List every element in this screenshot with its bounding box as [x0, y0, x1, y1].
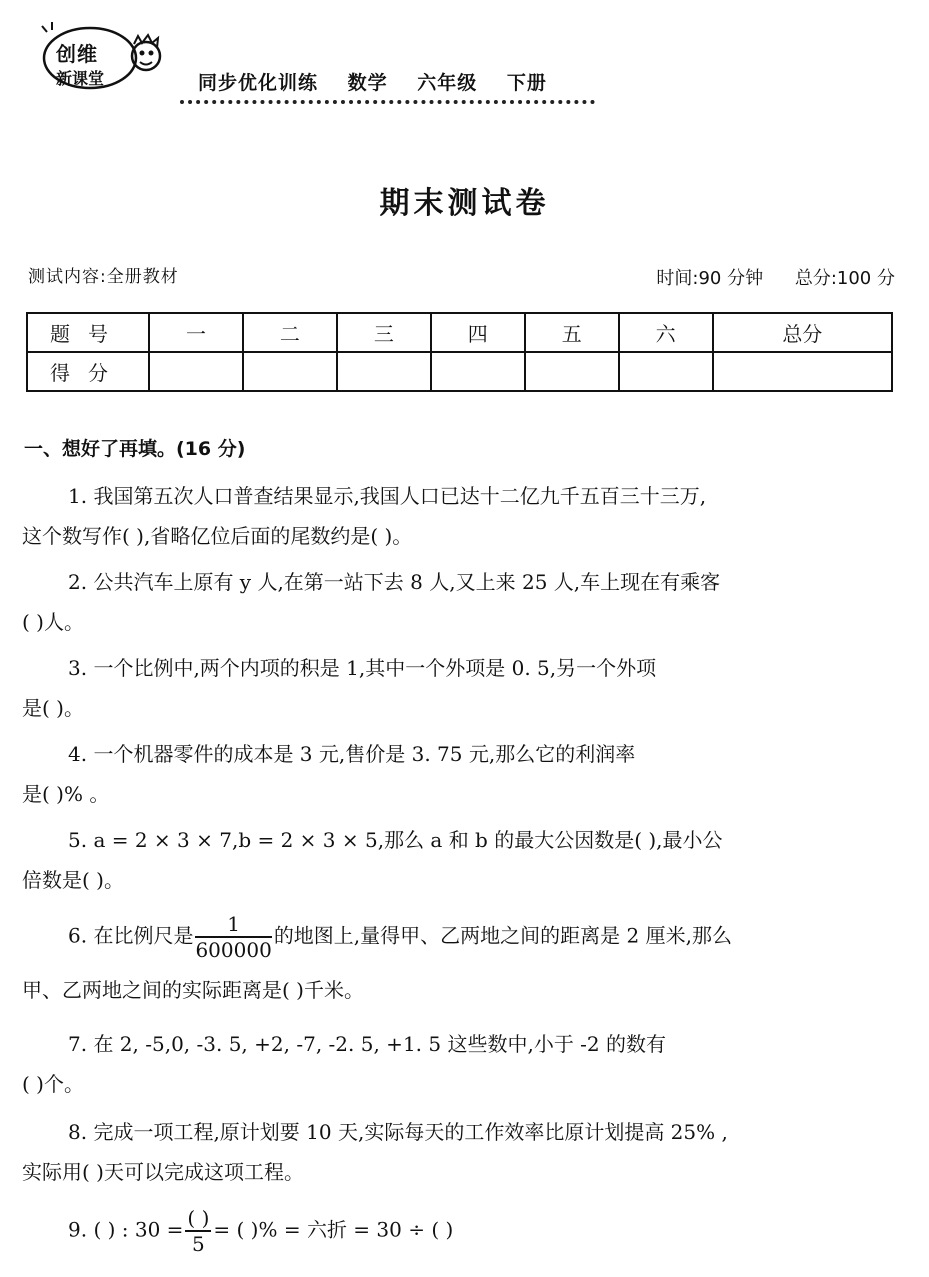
score-table-header-row [27, 313, 892, 352]
page-title: 期末测试卷 [379, 186, 550, 221]
score-cell[interactable] [243, 352, 337, 391]
series-name: 同步优化训练 [198, 72, 319, 94]
blank-fraction [185, 1206, 211, 1256]
question-7 [22, 1024, 894, 1104]
question-2 [22, 562, 894, 642]
column-header: 一 [149, 313, 243, 352]
question-line: ( )个。 [22, 1072, 84, 1096]
score-cell[interactable] [713, 352, 892, 391]
question-line: 是( )% 。 [22, 782, 110, 806]
score-cell[interactable] [619, 352, 713, 391]
time-limit: 时间:90 分钟 [656, 268, 764, 289]
fraction-denominator: 600000 [195, 938, 272, 962]
question-line: 1. 我国第五次人口普查结果显示,我国人口已达十二亿九千五百三十三万, [68, 484, 707, 508]
question-9 [22, 1206, 894, 1256]
question-line: 倍数是( )。 [22, 868, 124, 892]
question-text: 9. ( ) : 30 = [68, 1217, 184, 1242]
series-subject: 数学 [347, 72, 388, 94]
question-6 [22, 912, 894, 1010]
score-cell[interactable] [525, 352, 619, 391]
question-text: 的地图上,量得甲、乙两地之间的距离是 2 厘米,那么 [273, 923, 732, 948]
series-grade: 六年级 [417, 72, 478, 94]
brand-logo [38, 18, 166, 94]
question-1 [22, 476, 894, 556]
question-line: ( )人。 [22, 610, 84, 634]
question-line: 3. 一个比例中,两个内项的积是 1,其中一个外项是 0. 5,另一个外项 [68, 656, 657, 680]
score-table [26, 312, 893, 392]
test-content-label: 测试内容:全册教材 [28, 267, 179, 287]
question-line: 7. 在 2, -5,0, -3. 5, +2, -7, -2. 5, +1. 5 这些数中,小于 -2 的数有 [68, 1032, 667, 1056]
score-cell[interactable] [149, 352, 243, 391]
question-text: = ( )% = 六折 = 30 ÷ ( ) [213, 1217, 454, 1242]
section-heading: 一、想好了再填。(16 分) [24, 438, 246, 460]
question-line: 2. 公共汽车上原有 y 人,在第一站下去 8 人,又上来 25 人,车上现在有乘客 [68, 570, 721, 594]
score-table-score-row [27, 352, 892, 391]
column-header: 六 [619, 313, 713, 352]
fraction-numerator: ( ) [187, 1206, 210, 1230]
series-title [198, 68, 569, 95]
column-header: 五 [525, 313, 619, 352]
total-score: 总分:100 分 [794, 268, 895, 289]
fraction-numerator: 1 [195, 912, 271, 938]
question-line: 8. 完成一项工程,原计划要 10 天,实际每天的工作效率比原计划提高 25% , [68, 1120, 728, 1144]
question-line: 4. 一个机器零件的成本是 3 元,售价是 3. 75 元,那么它的利润率 [68, 742, 636, 766]
column-header: 二 [243, 313, 337, 352]
page-header [0, 0, 929, 120]
scale-fraction [195, 912, 271, 962]
row-label-question-number: 题号 [27, 313, 149, 352]
question-5 [22, 820, 894, 900]
question-text: 6. 在比例尺是 [68, 923, 194, 948]
score-cell[interactable] [431, 352, 525, 391]
question-line: 5. a = 2 × 3 × 7,b = 2 × 3 × 5,那么 a 和 b 的最大公因数是( ),最小公 [68, 828, 723, 852]
series-volume: 下册 [506, 72, 547, 94]
column-header: 总分 [713, 313, 892, 352]
header-dotted-rule [180, 100, 595, 104]
question-line: 这个数写作( ),省略亿位后面的尾数约是( )。 [22, 524, 413, 548]
score-cell[interactable] [337, 352, 431, 391]
question-line [22, 912, 894, 962]
test-meta [630, 264, 895, 290]
column-header: 三 [337, 313, 431, 352]
question-line: 是( )。 [22, 696, 84, 720]
question-line: 甲、乙两地之间的实际距离是( )千米。 [22, 978, 364, 1002]
column-header: 四 [431, 313, 525, 352]
question-line: 实际用( )天可以完成这项工程。 [22, 1160, 304, 1184]
row-label-score: 得分 [27, 352, 149, 391]
question-line [22, 1206, 894, 1256]
logo-text-bottom: 新课堂 [56, 69, 105, 88]
question-4 [22, 734, 894, 814]
question-8 [22, 1112, 894, 1192]
fraction-denominator: 5 [192, 1232, 205, 1256]
question-3 [22, 648, 894, 728]
logo-text-top: 创维 [56, 42, 98, 66]
